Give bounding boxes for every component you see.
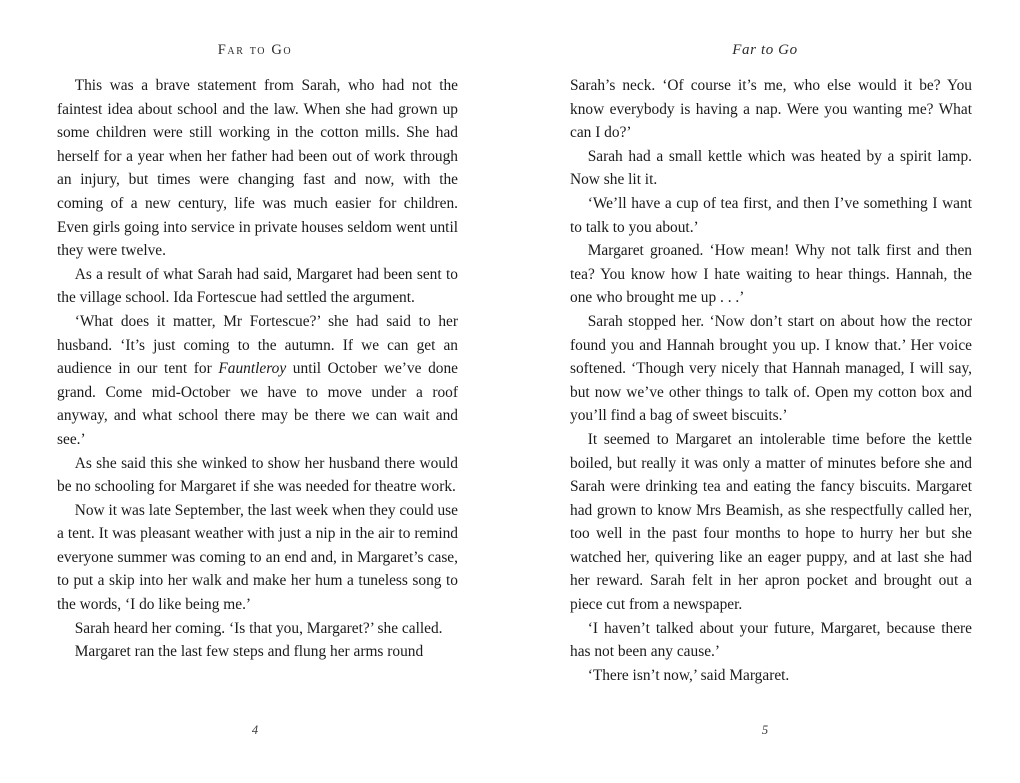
paragraph: Sarah had a small kettle which was heated by a spirit lamp. Now she lit it.: [570, 147, 972, 189]
body-text-left: [57, 74, 458, 664]
paragraph: Sarah stopped her. ‘Now don’t start on about how the rector found you and Hannah brought you up. I know that.’ Her voice softened. ‘Though very nicely that Hannah managed, I will say, but now we’ve other things to talk of. Open my cotton box and you’ll find a bag of sweet biscuits.’: [570, 312, 972, 425]
paragraph: Sarah heard her coming. ‘Is that you, Margaret?’ she called.: [74, 619, 443, 637]
paragraph: Now it was late September, the last week when they could use a tent. It was pleasant weather with just a nip in the air to remind everyone summer was coming to an end and, in Margaret’s case, to put a skip into her walk and make her hum a tuneless song to the words, ‘I do like being me.’: [57, 501, 458, 614]
book-title-italic: Fauntleroy: [218, 360, 287, 378]
body-text-right: [570, 74, 972, 687]
paragraph-text-after-title: until October we’ve done grand. Come mid-October we have to move under a roof anyway, and what school there may be there we can wait and see.’: [57, 360, 458, 448]
paragraph: ‘I haven’t talked about your future, Margaret, because there has not been any cause.’: [570, 619, 972, 661]
paragraph-text-before-title: ‘What does it matter, Mr Fortescue?’ she had said to her husband. ‘It’s just coming to the autumn. If we can get an audience in our tent for: [57, 312, 458, 378]
paragraph: Sarah’s neck. ‘Of course it’s me, who else would it be? You know everybody is having a nap. Were you wanting me? What can I do?’: [570, 77, 972, 142]
paragraph: [57, 310, 458, 452]
page-number-right: 5: [761, 723, 769, 737]
page-number-left: 4: [251, 723, 259, 737]
paragraph: It seemed to Margaret an intolerable time before the kettle boiled, but really it was only a matter of minutes before she and Sarah were drinking tea and eating the fancy biscuits. Margaret had grown to know Mrs Beamish, as she respectfully called her, too well in the past four months to hope to hurry her but she watched her, quivering like an eager puppy, and at last she had her reward. Sarah felt in her apron pocket and brought out a piece cut from a newspaper.: [570, 430, 972, 614]
paragraph: As she said this she winked to show her husband there would be no schooling for Margaret if she was needed for theatre work.: [57, 454, 458, 496]
paragraph: As a result of what Sarah had said, Margaret had been sent to the village school. Ida Fortescue had settled the argument.: [57, 265, 458, 307]
paragraph: Margaret ran the last few steps and flung her arms round: [74, 643, 424, 661]
paragraph: ‘There isn’t now,’ said Margaret.: [587, 666, 790, 684]
running-head-right: Far to Go: [732, 42, 798, 58]
paragraph: This was a brave statement from Sarah, who had not the faintest idea about school and the law. When she had grown up some children were still working in the cotton mills. She had herself for a year when her father had been out of work through an injury, but times were changing fast and now, with the coming of a new century, life was much easier for children. Even girls going into service in private houses seldom went until they were twelve.: [57, 77, 458, 260]
paragraph: ‘We’ll have a cup of tea first, and then I’ve something I want to talk to you about.’: [570, 194, 972, 236]
page-right: [510, 0, 1020, 783]
paragraph: Margaret groaned. ‘How mean! Why not talk first and then tea? You know how I hate waiting to hear things. Hannah, the one who brought me up . . .’: [570, 242, 972, 307]
running-head-left: Far to Go: [217, 42, 293, 58]
